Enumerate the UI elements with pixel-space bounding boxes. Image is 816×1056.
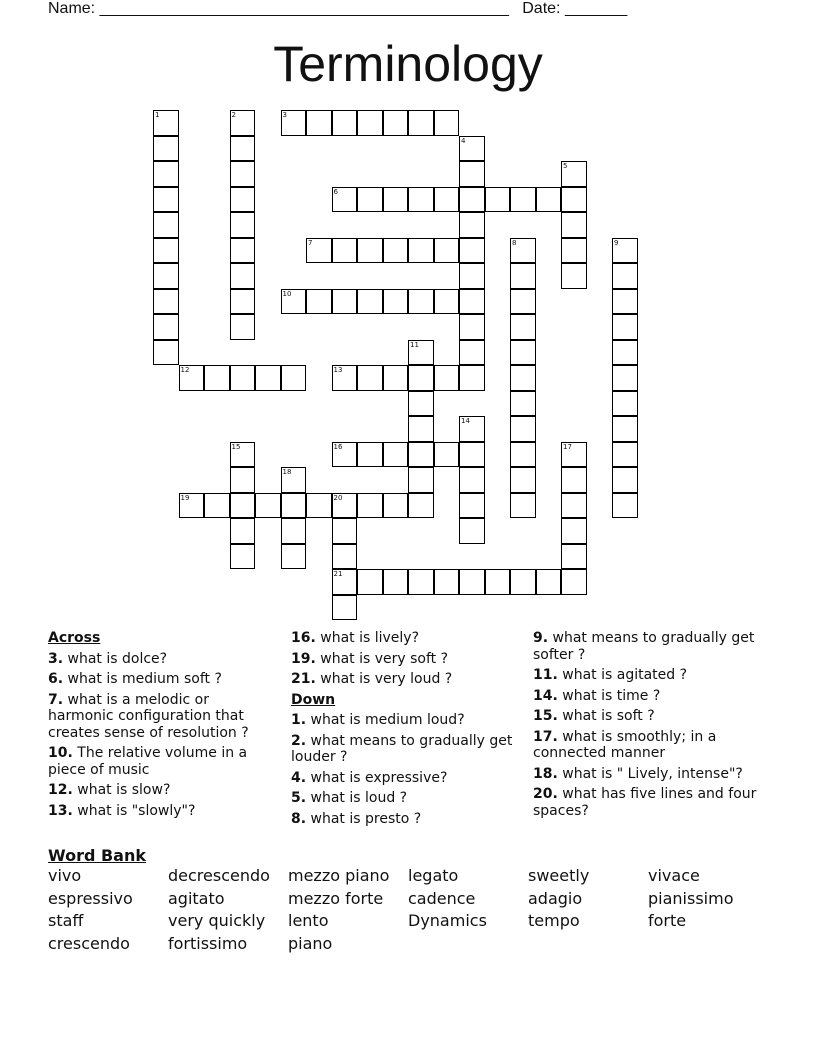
- grid-cell[interactable]: [332, 289, 358, 315]
- clue-item: [291, 790, 519, 807]
- clue-item: [533, 729, 763, 762]
- clue-number: 20: [333, 493, 343, 502]
- clue-item: [291, 811, 519, 828]
- grid-cell[interactable]: [536, 569, 562, 595]
- grid-cell[interactable]: [612, 416, 638, 442]
- clue-column-1: [48, 630, 276, 823]
- grid-cell[interactable]: [332, 544, 358, 570]
- clue-item: [533, 688, 763, 705]
- clue-number: 4: [461, 136, 466, 145]
- clue-number: 21: [333, 570, 343, 578]
- grid-cell[interactable]: [153, 314, 179, 340]
- grid-cell[interactable]: [357, 365, 383, 391]
- clue-number: 14: [461, 417, 470, 425]
- grid-cell[interactable]: [357, 289, 383, 315]
- word-bank-word: staff: [48, 911, 84, 930]
- grid-cell[interactable]: [332, 595, 358, 621]
- clue-number: 19: [180, 493, 190, 502]
- grid-cell[interactable]: [332, 569, 358, 595]
- word-bank-word: legato: [408, 866, 459, 885]
- clue-number: 10: [282, 289, 292, 298]
- grid-cell[interactable]: [230, 110, 256, 136]
- grid-cell[interactable]: [383, 493, 409, 519]
- grid-cell[interactable]: [332, 493, 358, 519]
- down-heading: Down: [291, 691, 336, 708]
- grid-cell[interactable]: [612, 467, 638, 493]
- grid-cell[interactable]: [281, 467, 307, 493]
- grid-cell[interactable]: [153, 238, 179, 264]
- grid-cell[interactable]: [459, 289, 485, 315]
- word-bank-word: Dynamics: [408, 911, 487, 930]
- grid-cell[interactable]: [510, 365, 536, 391]
- clue-text: what is smoothly; in a connected manner: [533, 728, 717, 761]
- clue-number: 6: [333, 187, 338, 196]
- clue-number: 15: [231, 442, 241, 451]
- grid-cell[interactable]: [561, 161, 587, 187]
- clue-text: what is dolce?: [67, 650, 168, 667]
- clue-number: 16: [333, 442, 343, 451]
- across-clue-list-continued: [291, 630, 519, 688]
- grid-cell[interactable]: [357, 442, 383, 468]
- grid-cell[interactable]: [255, 365, 281, 391]
- grid-cell[interactable]: [281, 110, 307, 136]
- clue-number-label: 2.: [291, 732, 307, 749]
- grid-cell[interactable]: [434, 187, 460, 213]
- page-title: Terminology: [273, 36, 543, 92]
- clue-item: [48, 782, 276, 799]
- grid-cell[interactable]: [612, 340, 638, 366]
- word-bank-word: piano: [288, 933, 333, 953]
- grid-cell[interactable]: [510, 289, 536, 315]
- grid-cell[interactable]: [153, 340, 179, 366]
- grid-cell[interactable]: [230, 289, 256, 315]
- grid-cell[interactable]: [230, 467, 256, 493]
- date-label: Date:: [522, 0, 561, 17]
- grid-cell[interactable]: [357, 110, 383, 136]
- grid-cell[interactable]: [230, 365, 256, 391]
- grid-cell[interactable]: [179, 365, 205, 391]
- clue-item: [291, 733, 519, 766]
- word-bank: [48, 846, 768, 953]
- clue-item: [533, 630, 763, 663]
- grid-cell[interactable]: [204, 365, 230, 391]
- grid-cell[interactable]: [459, 212, 485, 238]
- grid-cell[interactable]: [332, 238, 358, 264]
- grid-cell[interactable]: [459, 365, 485, 391]
- clue-item: [48, 745, 276, 778]
- grid-cell[interactable]: [510, 467, 536, 493]
- clue-number: 17: [563, 442, 572, 451]
- grid-cell[interactable]: [510, 391, 536, 417]
- grid-cell[interactable]: [434, 365, 460, 391]
- grid-cell[interactable]: [510, 442, 536, 468]
- grid-cell[interactable]: [230, 212, 256, 238]
- grid-cell[interactable]: [153, 161, 179, 187]
- grid-cell[interactable]: [561, 544, 587, 570]
- clue-item: [533, 667, 763, 684]
- clue-number-label: 9.: [533, 630, 549, 646]
- clue-item: [291, 651, 519, 668]
- grid-cell[interactable]: [306, 110, 332, 136]
- word-bank-word: agitato: [168, 888, 225, 908]
- word-bank-word: tempo: [528, 911, 580, 930]
- clue-number-label: 7.: [48, 691, 64, 708]
- word-bank-word: forte: [648, 911, 687, 930]
- grid-cell[interactable]: [357, 493, 383, 519]
- down-clue-list-continued: [533, 630, 763, 819]
- grid-cell[interactable]: [281, 544, 307, 570]
- grid-cell[interactable]: [230, 263, 256, 289]
- word-bank-word: pianissimo: [648, 888, 734, 908]
- grid-cell[interactable]: [612, 289, 638, 315]
- grid-cell[interactable]: [459, 569, 485, 595]
- grid-cell[interactable]: [306, 238, 332, 264]
- clue-text: what is agitated ?: [562, 667, 688, 683]
- clue-number-label: 12.: [48, 782, 73, 798]
- grid-cell[interactable]: [459, 416, 485, 442]
- grid-cell[interactable]: [510, 187, 536, 213]
- grid-cell[interactable]: [459, 518, 485, 544]
- grid-cell[interactable]: [230, 136, 256, 162]
- grid-cell[interactable]: [459, 314, 485, 340]
- clue-number-label: 15.: [533, 708, 558, 724]
- clue-item: [48, 651, 276, 668]
- clue-number: 13: [333, 366, 343, 374]
- clue-number-label: 19.: [291, 650, 316, 667]
- grid-cell[interactable]: [561, 569, 587, 595]
- grid-cell[interactable]: [459, 161, 485, 187]
- grid-cell[interactable]: [510, 416, 536, 442]
- clue-text: what is very loud ?: [320, 671, 453, 687]
- clue-text: what has five lines and four spaces?: [533, 786, 757, 819]
- grid-cell[interactable]: [153, 289, 179, 315]
- clue-number: 8: [512, 238, 517, 247]
- grid-cell[interactable]: [510, 314, 536, 340]
- grid-cell[interactable]: [332, 518, 358, 544]
- grid-cell[interactable]: [612, 365, 638, 391]
- grid-cell[interactable]: [332, 110, 358, 136]
- clue-number-label: 5.: [291, 790, 307, 806]
- clue-text: what is very soft ?: [320, 650, 449, 667]
- grid-cell[interactable]: [561, 212, 587, 238]
- grid-cell[interactable]: [561, 187, 587, 213]
- grid-cell[interactable]: [230, 518, 256, 544]
- grid-cell[interactable]: [153, 110, 179, 136]
- grid-cell[interactable]: [281, 518, 307, 544]
- clue-number-label: 14.: [533, 687, 558, 704]
- clue-number-label: 20.: [533, 786, 558, 802]
- clue-item: [48, 803, 276, 820]
- clue-text: what is lively?: [320, 630, 420, 646]
- grid-cell[interactable]: [281, 365, 307, 391]
- grid-cell[interactable]: [561, 467, 587, 493]
- clue-text: what is time ?: [562, 687, 661, 704]
- grid-cell[interactable]: [459, 238, 485, 264]
- clue-text: what is soft ?: [562, 708, 655, 724]
- grid-cell[interactable]: [510, 263, 536, 289]
- grid-cell[interactable]: [408, 569, 434, 595]
- date-field-line[interactable]: _______: [564, 0, 628, 17]
- grid-cell[interactable]: [510, 569, 536, 595]
- grid-cell[interactable]: [485, 187, 511, 213]
- grid-cell[interactable]: [408, 340, 434, 366]
- word-bank-word: cadence: [408, 888, 476, 908]
- grid-cell[interactable]: [561, 263, 587, 289]
- clue-number-label: 8.: [291, 810, 307, 827]
- word-bank-word: vivace: [648, 866, 700, 885]
- grid-cell[interactable]: [612, 314, 638, 340]
- grid-cell[interactable]: [459, 467, 485, 493]
- grid-cell[interactable]: [383, 365, 409, 391]
- grid-cell[interactable]: [332, 442, 358, 468]
- grid-cell[interactable]: [332, 365, 358, 391]
- word-bank-word: mezzo forte: [288, 888, 384, 908]
- clue-number-label: 10.: [48, 745, 73, 761]
- clue-number: 7: [308, 238, 313, 247]
- clue-number: 11: [410, 340, 419, 349]
- grid-cell[interactable]: [153, 212, 179, 238]
- grid-cell[interactable]: [408, 365, 434, 391]
- grid-cell[interactable]: [434, 569, 460, 595]
- grid-cell[interactable]: [306, 289, 332, 315]
- clue-number-label: 6.: [48, 671, 64, 687]
- grid-cell[interactable]: [612, 493, 638, 519]
- clue-number: 3: [282, 111, 287, 119]
- word-bank-word: vivo: [48, 866, 82, 885]
- grid-cell[interactable]: [612, 263, 638, 289]
- clue-number-label: 21.: [291, 671, 316, 687]
- clue-text: what is presto ?: [310, 810, 422, 827]
- grid-cell[interactable]: [561, 493, 587, 519]
- clue-column-2: [291, 630, 519, 831]
- clue-number: 5: [563, 162, 568, 170]
- word-bank-word: lento: [288, 911, 329, 930]
- grid-cell[interactable]: [561, 518, 587, 544]
- grid-cell[interactable]: [408, 238, 434, 264]
- grid-cell[interactable]: [612, 442, 638, 468]
- clue-item: [291, 770, 519, 787]
- grid-cell[interactable]: [383, 110, 409, 136]
- clue-item: [533, 766, 763, 783]
- grid-cell[interactable]: [357, 187, 383, 213]
- clue-column-3: [533, 630, 763, 823]
- clue-text: what is medium loud?: [310, 712, 465, 728]
- grid-cell[interactable]: [357, 238, 383, 264]
- grid-cell[interactable]: [230, 442, 256, 468]
- grid-cell[interactable]: [459, 187, 485, 213]
- grid-cell[interactable]: [357, 569, 383, 595]
- grid-cell[interactable]: [230, 544, 256, 570]
- clue-text: what is "slowly"?: [77, 802, 196, 819]
- grid-cell[interactable]: [459, 340, 485, 366]
- grid-cell[interactable]: [255, 493, 281, 519]
- clue-number-label: 4.: [291, 769, 307, 786]
- grid-cell[interactable]: [230, 161, 256, 187]
- clue-text: what is a melodic or harmonic configuration that creates sense of resolution ?: [48, 691, 249, 741]
- grid-cell[interactable]: [332, 187, 358, 213]
- grid-cell[interactable]: [510, 340, 536, 366]
- grid-cell[interactable]: [408, 391, 434, 417]
- clue-number-label: 18.: [533, 765, 558, 782]
- grid-cell[interactable]: [561, 442, 587, 468]
- word-bank-heading: Word Bank: [48, 846, 147, 865]
- clue-item: [533, 786, 763, 819]
- grid-cell[interactable]: [434, 238, 460, 264]
- grid-cell[interactable]: [459, 442, 485, 468]
- clue-number-label: 13.: [48, 802, 73, 819]
- word-bank-word: sweetly: [528, 866, 590, 885]
- word-bank-word: adagio: [528, 888, 583, 908]
- grid-cell[interactable]: [459, 136, 485, 162]
- grid-cell[interactable]: [408, 289, 434, 315]
- grid-cell[interactable]: [434, 110, 460, 136]
- grid-cell[interactable]: [383, 569, 409, 595]
- grid-cell[interactable]: [153, 187, 179, 213]
- grid-cell[interactable]: [230, 187, 256, 213]
- grid-cell[interactable]: [408, 493, 434, 519]
- clue-text: what is medium soft ?: [67, 671, 222, 687]
- across-heading: Across: [48, 630, 101, 646]
- grid-cell[interactable]: [485, 569, 511, 595]
- grid-cell[interactable]: [510, 238, 536, 264]
- clue-text: The relative volume in a piece of music: [48, 745, 248, 778]
- grid-cell[interactable]: [230, 238, 256, 264]
- clue-item: [291, 712, 519, 729]
- clue-item: [533, 708, 763, 725]
- grid-cell[interactable]: [408, 110, 434, 136]
- clue-text: what means to gradually get softer ?: [533, 630, 755, 663]
- grid-cell[interactable]: [434, 442, 460, 468]
- clue-number-label: 1.: [291, 712, 307, 728]
- grid-cell[interactable]: [383, 187, 409, 213]
- clue-item: [48, 671, 276, 688]
- grid-cell[interactable]: [153, 263, 179, 289]
- clue-item: [291, 671, 519, 688]
- grid-cell[interactable]: [612, 391, 638, 417]
- grid-cell[interactable]: [408, 442, 434, 468]
- clue-number: 12: [180, 366, 190, 374]
- word-bank-word: fortissimo: [168, 933, 248, 953]
- grid-cell[interactable]: [204, 493, 230, 519]
- grid-cell[interactable]: [153, 136, 179, 162]
- clue-number: 1: [155, 111, 160, 119]
- name-field-line[interactable]: ______________________________________________: [99, 0, 509, 17]
- word-bank-grid: [48, 867, 768, 953]
- clue-text: what means to gradually get louder ?: [291, 732, 513, 765]
- grid-cell[interactable]: [383, 238, 409, 264]
- word-bank-word: crescendo: [48, 933, 130, 953]
- grid-cell[interactable]: [179, 493, 205, 519]
- grid-cell[interactable]: [459, 493, 485, 519]
- grid-cell[interactable]: [281, 493, 307, 519]
- clue-text: what is expressive?: [310, 769, 448, 786]
- word-bank-word: very quickly: [168, 911, 266, 930]
- grid-cell[interactable]: [408, 187, 434, 213]
- grid-cell[interactable]: [561, 238, 587, 264]
- grid-cell[interactable]: [459, 263, 485, 289]
- clue-text: what is slow?: [77, 782, 171, 798]
- grid-cell[interactable]: [408, 416, 434, 442]
- grid-cell[interactable]: [434, 289, 460, 315]
- grid-cell[interactable]: [230, 493, 256, 519]
- down-clue-list: [291, 712, 519, 827]
- word-bank-word: decrescendo: [168, 866, 270, 885]
- clue-number: 2: [231, 111, 236, 119]
- clue-number-label: 16.: [291, 630, 316, 646]
- clue-item: [48, 692, 276, 742]
- clue-number-label: 11.: [533, 667, 558, 683]
- clue-text: what is loud ?: [310, 790, 408, 806]
- word-bank-word: mezzo piano: [288, 866, 390, 885]
- across-clue-list: [48, 651, 276, 820]
- clue-number-label: 3.: [48, 650, 64, 667]
- grid-cell[interactable]: [383, 442, 409, 468]
- grid-cell[interactable]: [612, 238, 638, 264]
- clue-number-label: 17.: [533, 728, 558, 745]
- grid-cell[interactable]: [408, 467, 434, 493]
- grid-cell[interactable]: [230, 314, 256, 340]
- name-label: Name:: [48, 0, 96, 17]
- grid-cell[interactable]: [383, 289, 409, 315]
- clue-number: 18: [282, 468, 292, 476]
- grid-cell[interactable]: [536, 187, 562, 213]
- word-bank-word: espressivo: [48, 888, 133, 908]
- clue-item: [291, 630, 519, 647]
- clue-number: 9: [614, 238, 619, 247]
- grid-cell[interactable]: [306, 493, 332, 519]
- grid-cell[interactable]: [510, 493, 536, 519]
- grid-cell[interactable]: [281, 289, 307, 315]
- clue-text: what is " Lively, intense"?: [562, 765, 743, 782]
